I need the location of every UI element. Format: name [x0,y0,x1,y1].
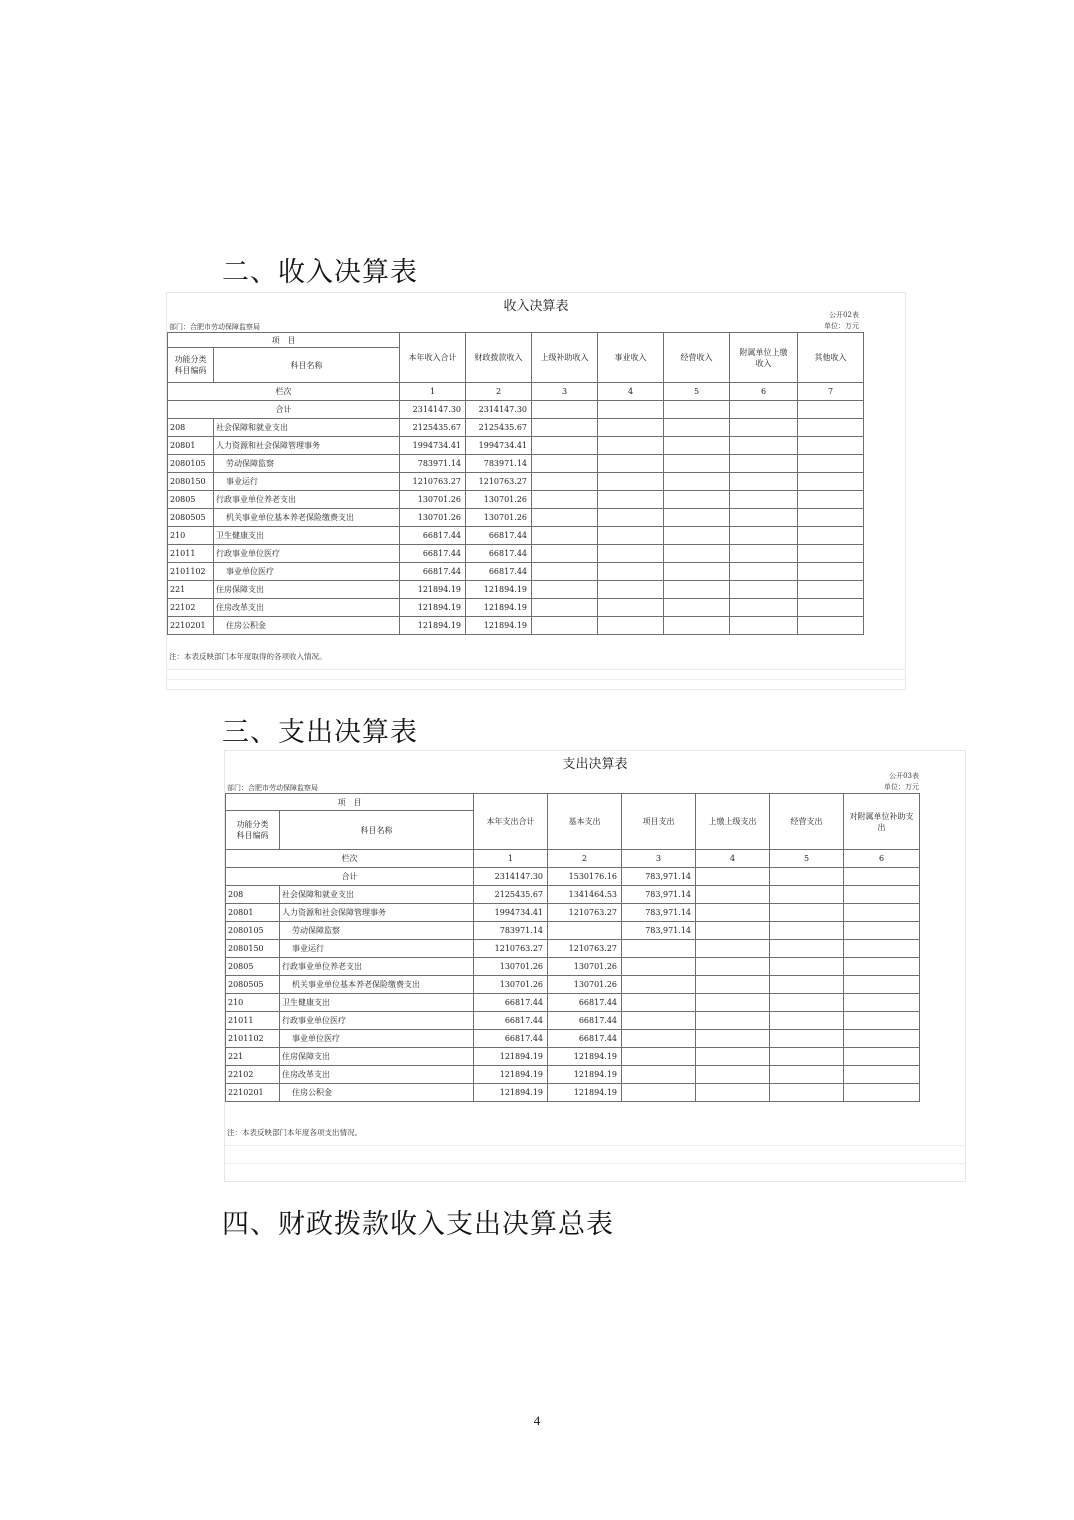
income-row-empty-cell [532,545,598,563]
income-row-empty-cell [798,581,864,599]
expenditure-table-row [226,1048,920,1066]
expenditure-row-code: 21011 [226,1012,280,1030]
income-row-name: 住房改革支出 [214,599,400,617]
expenditure-table-row [226,1030,920,1048]
income-row-name: 劳动保障监察 [214,455,400,473]
income-row-code: 210 [168,527,214,545]
income-table-row [168,419,864,437]
income-row-empty-cell [798,527,864,545]
section-heading-income: 二、收入决算表 [222,257,418,288]
income-row-empty-cell [598,437,664,455]
income-row-empty-cell [664,437,730,455]
income-form-number: 公开02表 [829,311,859,319]
expenditure-row-empty-cell [844,1084,920,1102]
expenditure-row-code: 208 [226,886,280,904]
income-row-empty-cell [598,419,664,437]
expenditure-row-value: 121894.19 [474,1048,548,1066]
income-row-empty-cell [532,527,598,545]
expenditure-col-number: 5 [770,850,844,868]
expenditure-header-item: 项 目 [226,794,474,811]
income-row-name: 行政事业单位医疗 [214,545,400,563]
expenditure-row-value [622,994,696,1012]
expenditure-note: 注：本表反映部门本年度各项支出情况。 [227,1128,362,1137]
expenditure-row-code: 2080105 [226,922,280,940]
income-table-row [168,581,864,599]
income-row-empty-cell [730,419,798,437]
expenditure-header-col: 经营支出 [770,794,844,850]
income-row-empty-cell [798,419,864,437]
income-row-name: 住房公积金 [214,617,400,635]
expenditure-row-value: 1210763.27 [474,940,548,958]
income-row-empty-cell [598,473,664,491]
income-table-row [168,563,864,581]
expenditure-row-value: 66817.44 [474,1012,548,1030]
income-header-col: 财政拨款收入 [466,333,532,383]
expenditure-row-value: 121894.19 [548,1048,622,1066]
income-row-empty-cell [730,491,798,509]
income-table [167,332,864,635]
income-header-col: 附属单位上缴收入 [730,333,798,383]
income-row-value: 783971.14 [466,455,532,473]
income-sheet [166,292,906,690]
income-row-value: 66817.44 [400,545,466,563]
income-row-empty-cell [664,455,730,473]
expenditure-table-row [226,1066,920,1084]
income-row-value: 121894.19 [466,617,532,635]
expenditure-row-empty-cell [844,976,920,994]
income-header-name: 科目名称 [214,348,400,383]
expenditure-row-value: 1994734.41 [474,904,548,922]
income-row-value: 130701.26 [466,491,532,509]
income-row-code: 20801 [168,437,214,455]
expenditure-row-empty-cell [770,904,844,922]
income-table-row [168,545,864,563]
income-row-code: 21011 [168,545,214,563]
income-total-value: 2314147.30 [400,401,466,419]
income-total-label: 合计 [168,401,400,419]
income-col-number: 6 [730,383,798,401]
expenditure-total-value: 783,971.14 [622,868,696,886]
expenditure-row-empty-cell [770,922,844,940]
income-table-row [168,473,864,491]
expenditure-row-empty-cell [696,994,770,1012]
expenditure-total-label: 合计 [226,868,474,886]
income-row-empty-cell [598,455,664,473]
income-row-code: 20805 [168,491,214,509]
income-row-value: 1994734.41 [466,437,532,455]
income-row-code: 2080150 [168,473,214,491]
income-row-name: 住房保障支出 [214,581,400,599]
expenditure-table-row [226,994,920,1012]
expenditure-row-empty-cell [844,1030,920,1048]
expenditure-row-empty-cell [770,1048,844,1066]
expenditure-header-col: 项目支出 [622,794,696,850]
page-number: 4 [533,1413,541,1428]
expenditure-header-code: 功能分类 科目编码 [226,811,280,850]
expenditure-row-empty-cell [696,1066,770,1084]
expenditure-header-name: 科目名称 [280,811,474,850]
expenditure-sheet [224,750,966,1182]
expenditure-col-number: 6 [844,850,920,868]
expenditure-row-empty-cell [844,886,920,904]
expenditure-row-empty-cell [696,940,770,958]
income-row-name: 机关事业单位基本养老保险缴费支出 [214,509,400,527]
expenditure-row-empty-cell [770,994,844,1012]
income-row-value: 121894.19 [400,599,466,617]
income-row-empty-cell [798,599,864,617]
expenditure-col-number: 1 [474,850,548,868]
income-row-empty-cell [730,581,798,599]
expenditure-row-value: 130701.26 [548,976,622,994]
income-row-code: 2101102 [168,563,214,581]
expenditure-header-col: 基本支出 [548,794,622,850]
income-row-code: 208 [168,419,214,437]
income-note: 注：本表反映部门本年度取得的各项收入情况。 [169,652,327,661]
expenditure-row-name: 社会保障和就业支出 [280,886,474,904]
income-row-empty-cell [730,437,798,455]
income-row-empty-cell [798,437,864,455]
income-row-label: 栏次 [168,383,400,401]
expenditure-row-empty-cell [844,1048,920,1066]
expenditure-row-empty-cell [696,886,770,904]
income-row-value: 66817.44 [466,563,532,581]
expenditure-row-value [622,976,696,994]
expenditure-row-label: 栏次 [226,850,474,868]
expenditure-row-empty-cell [844,904,920,922]
income-row-value: 783971.14 [400,455,466,473]
expenditure-row-value [622,1048,696,1066]
expenditure-row-value: 783,971.14 [622,904,696,922]
income-row-empty-cell [598,563,664,581]
income-unit-label: 单位：万元 [824,322,859,330]
expenditure-row-code: 2210201 [226,1084,280,1102]
expenditure-row-code: 20805 [226,958,280,976]
income-row-empty-cell [730,509,798,527]
income-row-code: 2080105 [168,455,214,473]
expenditure-row-value: 783,971.14 [622,886,696,904]
income-table-title: 收入决算表 [503,299,569,314]
income-row-code: 221 [168,581,214,599]
expenditure-row-empty-cell [770,1084,844,1102]
expenditure-row-value: 66817.44 [548,1012,622,1030]
expenditure-row-empty-cell [844,940,920,958]
expenditure-row-code: 22102 [226,1066,280,1084]
income-row-empty-cell [798,473,864,491]
expenditure-row-empty-cell [844,958,920,976]
income-row-empty-cell [598,581,664,599]
income-row-empty-cell [730,563,798,581]
income-row-code: 22102 [168,599,214,617]
income-col-number: 2 [466,383,532,401]
income-row-value: 2125435.67 [466,419,532,437]
expenditure-table-row [226,922,920,940]
income-row-value: 121894.19 [400,617,466,635]
expenditure-row-value: 121894.19 [474,1066,548,1084]
expenditure-row-empty-cell [696,922,770,940]
expenditure-table-row [226,1084,920,1102]
income-header-col: 上级补助收入 [532,333,598,383]
expenditure-row-name: 行政事业单位养老支出 [280,958,474,976]
expenditure-row-empty-cell [770,1012,844,1030]
income-table-row [168,509,864,527]
expenditure-row-value: 130701.26 [474,958,548,976]
expenditure-row-empty-cell [696,1030,770,1048]
expenditure-row-value [622,1084,696,1102]
income-row-empty-cell [598,545,664,563]
income-row-empty-cell [664,581,730,599]
income-row-empty-cell [598,509,664,527]
income-row-empty-cell [664,617,730,635]
income-row-empty-cell [532,419,598,437]
income-row-empty-cell [664,509,730,527]
income-row-name: 卫生健康支出 [214,527,400,545]
expenditure-row-name: 行政事业单位医疗 [280,1012,474,1030]
income-row-empty-cell [532,455,598,473]
expenditure-header-col: 本年支出合计 [474,794,548,850]
income-header-col: 其他收入 [798,333,864,383]
section-heading-expenditure: 三、支出决算表 [222,717,418,748]
income-row-value: 1210763.27 [466,473,532,491]
expenditure-row-value: 783971.14 [474,922,548,940]
income-col-number: 4 [598,383,664,401]
expenditure-row-empty-cell [844,1066,920,1084]
expenditure-form-number: 公开03表 [889,772,919,780]
expenditure-row-code: 2080505 [226,976,280,994]
income-table-row [168,491,864,509]
income-row-name: 事业单位医疗 [214,563,400,581]
income-header-item: 项 目 [168,333,400,348]
expenditure-col-number: 4 [696,850,770,868]
income-header-col: 经营收入 [664,333,730,383]
expenditure-table-row [226,904,920,922]
income-row-code: 2210201 [168,617,214,635]
expenditure-row-value: 783,971.14 [622,922,696,940]
income-row-empty-cell [730,455,798,473]
expenditure-row-empty-cell [770,976,844,994]
income-row-value: 66817.44 [400,527,466,545]
expenditure-row-name: 住房改革支出 [280,1066,474,1084]
income-col-number: 3 [532,383,598,401]
expenditure-row-value [622,940,696,958]
income-header-code: 功能分类 科目编码 [168,348,214,383]
expenditure-row-empty-cell [844,922,920,940]
income-row-empty-cell [532,599,598,617]
expenditure-row-value: 121894.19 [474,1084,548,1102]
income-row-value: 66817.44 [466,527,532,545]
expenditure-total-value: 2314147.30 [474,868,548,886]
income-col-number: 7 [798,383,864,401]
expenditure-row-value [622,1012,696,1030]
income-row-empty-cell [598,527,664,545]
income-row-value: 66817.44 [400,563,466,581]
income-row-name: 人力资源和社会保障管理事务 [214,437,400,455]
income-row-empty-cell [598,599,664,617]
income-table-row [168,527,864,545]
expenditure-row-value [622,1066,696,1084]
income-row-empty-cell [730,545,798,563]
income-row-empty-cell [532,563,598,581]
income-row-value: 130701.26 [400,491,466,509]
expenditure-table-row [226,940,920,958]
income-row-empty-cell [532,491,598,509]
expenditure-row-empty-cell [770,1030,844,1048]
expenditure-row-value [548,922,622,940]
expenditure-row-value: 66817.44 [474,1030,548,1048]
income-row-empty-cell [730,527,798,545]
expenditure-row-code: 2080150 [226,940,280,958]
income-row-empty-cell [798,545,864,563]
income-row-empty-cell [798,617,864,635]
income-row-name: 行政事业单位养老支出 [214,491,400,509]
income-row-value: 121894.19 [400,581,466,599]
income-table-row [168,437,864,455]
income-row-value: 121894.19 [466,599,532,617]
income-row-empty-cell [532,509,598,527]
expenditure-table [225,793,920,1102]
income-row-empty-cell [664,545,730,563]
expenditure-row-code: 20801 [226,904,280,922]
income-row-empty-cell [664,419,730,437]
income-row-empty-cell [598,491,664,509]
expenditure-unit-label: 单位：万元 [884,783,919,791]
income-table-row [168,599,864,617]
expenditure-table-title: 支出决算表 [562,757,628,772]
income-total-value: 2314147.30 [466,401,532,419]
expenditure-row-value: 1210763.27 [548,904,622,922]
income-col-number: 1 [400,383,466,401]
expenditure-row-value: 66817.44 [548,994,622,1012]
expenditure-row-empty-cell [770,1066,844,1084]
expenditure-col-number: 2 [548,850,622,868]
expenditure-row-value [622,958,696,976]
income-row-empty-cell [664,563,730,581]
income-row-value: 130701.26 [466,509,532,527]
income-row-value: 121894.19 [466,581,532,599]
expenditure-row-value: 130701.26 [474,976,548,994]
income-row-empty-cell [664,527,730,545]
expenditure-row-name: 人力资源和社会保障管理事务 [280,904,474,922]
expenditure-row-name: 住房保障支出 [280,1048,474,1066]
income-col-number: 5 [664,383,730,401]
income-row-empty-cell [798,455,864,473]
expenditure-row-name: 住房公积金 [280,1084,474,1102]
expenditure-row-value: 2125435.67 [474,886,548,904]
expenditure-row-value: 66817.44 [474,994,548,1012]
income-row-empty-cell [798,509,864,527]
expenditure-row-name: 事业运行 [280,940,474,958]
expenditure-row-name: 机关事业单位基本养老保险缴费支出 [280,976,474,994]
income-row-value: 2125435.67 [400,419,466,437]
income-row-value: 130701.26 [400,509,466,527]
expenditure-row-empty-cell [844,994,920,1012]
expenditure-row-empty-cell [696,1048,770,1066]
expenditure-row-value [622,1030,696,1048]
expenditure-row-value: 121894.19 [548,1084,622,1102]
income-row-value: 66817.44 [466,545,532,563]
expenditure-total-value: 1530176.16 [548,868,622,886]
income-table-row [168,617,864,635]
expenditure-row-code: 210 [226,994,280,1012]
income-row-empty-cell [664,473,730,491]
expenditure-header-col: 对附属单位补助支出 [844,794,920,850]
expenditure-row-empty-cell [696,1084,770,1102]
expenditure-row-empty-cell [696,958,770,976]
expenditure-row-value: 1341464.53 [548,886,622,904]
income-department: 部门：合肥市劳动保障监察局 [169,323,260,331]
income-header-col: 事业收入 [598,333,664,383]
income-row-empty-cell [598,617,664,635]
expenditure-table-row [226,958,920,976]
income-row-empty-cell [532,473,598,491]
expenditure-row-code: 2101102 [226,1030,280,1048]
income-row-empty-cell [532,581,598,599]
income-row-empty-cell [798,491,864,509]
expenditure-header-col: 上缴上级支出 [696,794,770,850]
expenditure-row-name: 劳动保障监察 [280,922,474,940]
expenditure-row-value: 130701.26 [548,958,622,976]
expenditure-department: 部门：合肥市劳动保障监察局 [227,784,318,792]
expenditure-table-row [226,886,920,904]
income-table-row [168,455,864,473]
expenditure-row-empty-cell [770,940,844,958]
income-row-empty-cell [532,437,598,455]
expenditure-row-value: 1210763.27 [548,940,622,958]
expenditure-col-number: 3 [622,850,696,868]
income-header-col: 本年收入合计 [400,333,466,383]
expenditure-row-name: 事业单位医疗 [280,1030,474,1048]
section-heading-fiscal-summary: 四、财政拨款收入支出决算总表 [222,1209,614,1240]
expenditure-row-name: 卫生健康支出 [280,994,474,1012]
expenditure-row-empty-cell [770,958,844,976]
expenditure-row-empty-cell [844,1012,920,1030]
income-row-empty-cell [730,599,798,617]
expenditure-row-value: 121894.19 [548,1066,622,1084]
income-row-name: 社会保障和就业支出 [214,419,400,437]
income-row-empty-cell [730,617,798,635]
income-row-code: 2080505 [168,509,214,527]
expenditure-table-row [226,976,920,994]
expenditure-row-empty-cell [696,904,770,922]
expenditure-row-empty-cell [696,1012,770,1030]
expenditure-row-empty-cell [770,886,844,904]
income-row-value: 1210763.27 [400,473,466,491]
expenditure-row-code: 221 [226,1048,280,1066]
income-row-empty-cell [798,563,864,581]
expenditure-row-empty-cell [696,976,770,994]
income-row-value: 1994734.41 [400,437,466,455]
income-row-empty-cell [664,491,730,509]
income-row-empty-cell [664,599,730,617]
income-row-empty-cell [532,617,598,635]
expenditure-table-row [226,1012,920,1030]
income-row-empty-cell [730,473,798,491]
income-row-name: 事业运行 [214,473,400,491]
expenditure-row-value: 66817.44 [548,1030,622,1048]
